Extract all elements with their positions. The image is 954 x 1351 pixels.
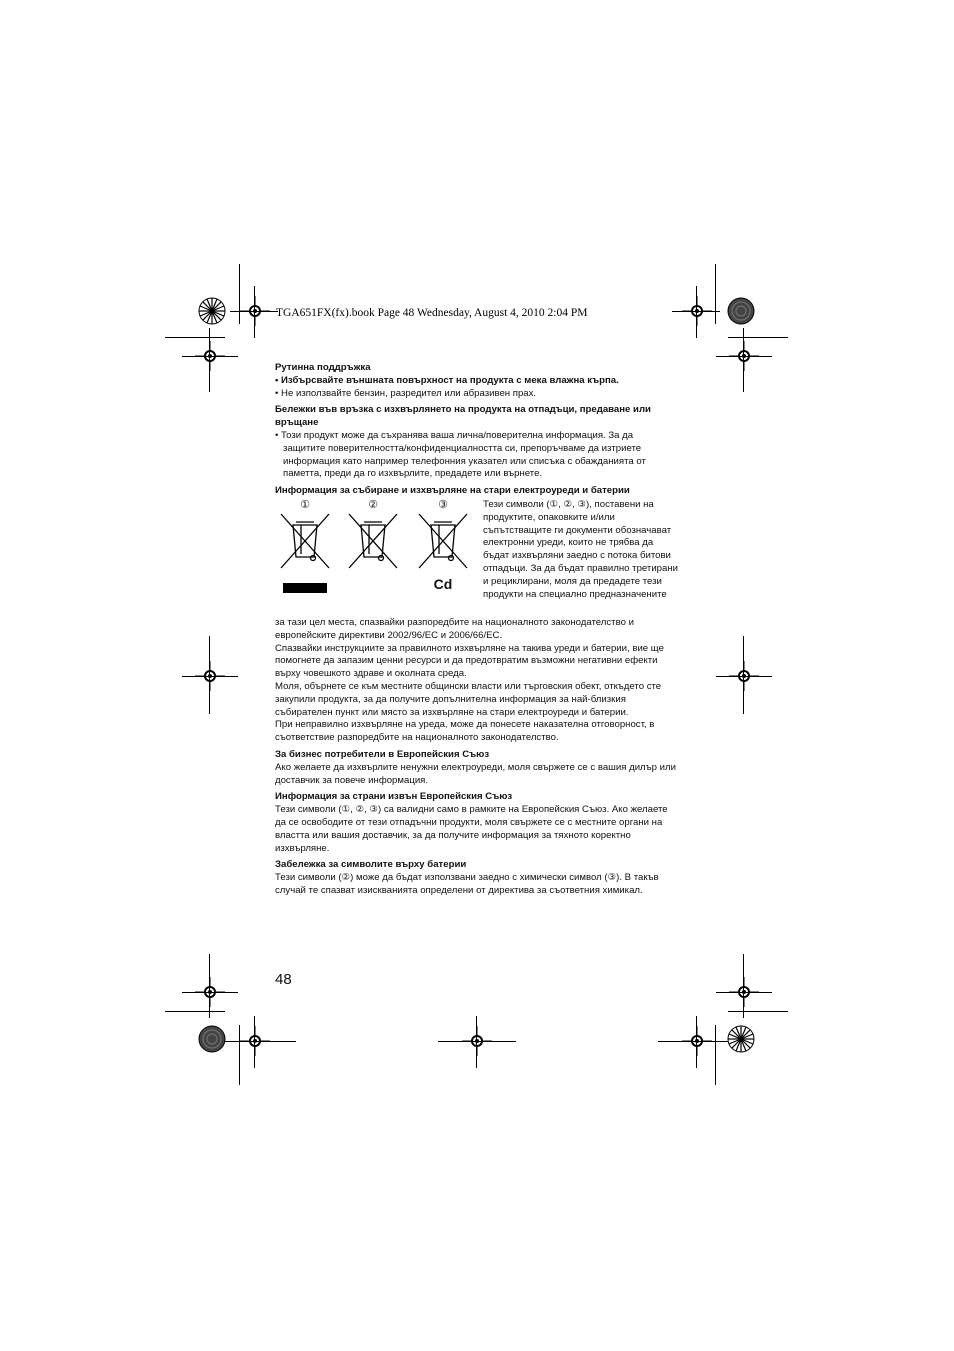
section-heading: Забележка за символите върху батерии	[275, 859, 467, 871]
underline-bar	[283, 583, 327, 593]
color-target-icon	[727, 1025, 755, 1053]
figure-label: ③	[438, 498, 448, 511]
crossed-out-wheelie-bin-icon	[417, 512, 469, 572]
weee-symbol-2	[343, 499, 403, 577]
section-heading: За бизнес потребители в Европейския Съюз	[275, 748, 490, 760]
list-item: • Този продукт може да съхранява ваша лична/поверителна информация. За да защитите поверителността/конфиденциалността си, препоръчваме да изтриете информация като например телефонния указател или списъка с обажданията от паметта, преди да го изхвърлите, предадете или върнете.	[275, 429, 646, 480]
crop-line	[209, 328, 210, 392]
paragraph: Тези символи (②) може да бъдат използвани заедно с химически символ (③). В такъв случай те спазват изискванията определени от директива за съответния химикал.	[275, 872, 659, 896]
page-content	[275, 362, 678, 898]
crossed-out-wheelie-bin-icon	[279, 512, 331, 572]
crop-line	[182, 356, 238, 357]
crop-line	[728, 1011, 788, 1012]
section-heading: Рутинна поддръжка	[275, 362, 371, 373]
crop-line	[715, 1025, 716, 1085]
crop-line	[716, 992, 772, 993]
crop-line	[476, 1016, 477, 1068]
crop-line	[716, 356, 772, 357]
color-target-icon	[198, 1025, 226, 1053]
color-target-icon	[198, 297, 226, 325]
paragraph: При неправилно изхвърляне на уреда, може да понесете наказателна отговорност, в съответствие разпоредбите на националното законодателство.	[275, 719, 655, 744]
crop-line	[182, 992, 238, 993]
crop-line	[715, 264, 716, 324]
crop-line	[230, 311, 278, 312]
crop-line	[743, 954, 744, 1018]
weee-symbols-block	[275, 499, 678, 617]
crop-line	[165, 1011, 225, 1012]
crop-line	[743, 636, 744, 714]
section-heading: Информация за страни извън Европейския Съюз	[275, 791, 513, 803]
crop-line	[672, 311, 720, 312]
page-number: 48	[275, 971, 292, 988]
paragraph: Тези символи (①, ②, ③) са валидни само в рамките на Европейския Съюз. Ако желаете да се освободите от тези отпадъчни продукти, моля свържете се с местните органи на властта или вашия доставчик, за да получите информация за тяхното коректно изхвърляне.	[275, 804, 668, 854]
figure-label: ①	[300, 498, 310, 511]
crop-line	[743, 328, 744, 392]
list-item: • Не използвайте бензин, разредител или абразивен прах.	[275, 387, 537, 399]
paragraph: за тази цел места, спазвайки разпоредбите на националното законодателство и европейските директиви 2002/96/ЕС и 2006/66/ЕС.	[275, 616, 634, 641]
cadmium-symbol: Cd	[433, 575, 453, 592]
crop-line	[182, 676, 238, 677]
crop-line	[696, 1016, 697, 1068]
weee-symbol-1	[275, 499, 335, 593]
crop-line	[728, 337, 788, 338]
crop-line	[209, 954, 210, 1018]
crop-line	[716, 676, 772, 677]
section-heading: Бележки във връзка с изхвърлянето на продукта на отпадъци, предаване или връщане	[275, 404, 651, 429]
paragraph: Спазвайки инструкциите за правилното изхвърляне на такива уреди и батерии, вие ще помогнете да запазим ценни ресурси и да предотвратим възможни негативни ефекти върху човешкото здраве и околната среда.	[275, 642, 664, 680]
section-heading: Информация за събиране и изхвърляне на стари електроуреди и батерии	[275, 485, 630, 497]
weee-symbol-3	[413, 499, 473, 591]
color-target-icon	[727, 297, 755, 325]
figure-label: ②	[368, 498, 378, 511]
crop-line	[254, 1016, 255, 1068]
weee-symbols-figure	[275, 499, 483, 617]
list-item: • Избърсвайте външната повърхност на продукта с мека влажна кърпа.	[275, 374, 619, 386]
crop-line	[165, 337, 225, 338]
crop-line	[209, 636, 210, 714]
weee-description: Тези символи (①, ②, ③), поставени на продуктите, опаковките и/или съпътстващите ги документи обозначават електронни уреди, които не трябва да бъдат изхвърляни заедно с потока битови отпадъци. За да бъдат правилно третирани и рециклирани, моля да предадете тези продукти на специално предназначените	[483, 498, 679, 600]
book-header-line: TGA651FX(fx).book Page 48 Wednesday, August 4, 2010 2:04 PM	[276, 307, 588, 319]
crop-line	[658, 1041, 736, 1042]
paragraph: Моля, обърнете се към местните общински власти или търговския обект, откъдето сте закупили продукта, за да получите допълнителна информация за най-близкия събирателен пункт или място за изхвърляне на стари електроуреди и батерии.	[275, 680, 662, 718]
crop-line	[696, 286, 697, 338]
crop-line	[254, 286, 255, 338]
paragraph: Ако желаете да изхвърлите ненужни електроуреди, моля свържете се с вашия дилър или доставчик за повече информация.	[275, 761, 676, 786]
crossed-out-wheelie-bin-icon	[347, 512, 399, 572]
crop-line	[218, 1041, 296, 1042]
crop-line	[438, 1041, 516, 1042]
